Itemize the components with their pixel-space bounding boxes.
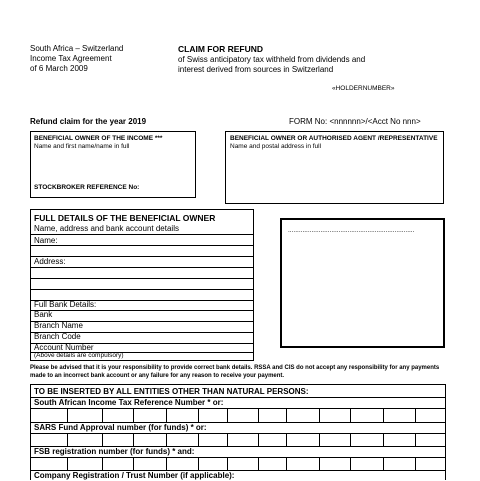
- entities-heading: TO BE INSERTED BY ALL ENTITIES OTHER THAN NATURAL PERSONS:: [34, 387, 309, 396]
- beneficial-owner-box[interactable]: [30, 131, 196, 198]
- agent-heading: BENEFICIAL OWNER OR AUTHORISED AGENT /REPRESENTATIVE: [230, 135, 438, 142]
- entry-cell-divider: [133, 408, 134, 422]
- agreement-block: [30, 44, 170, 74]
- entry-cell-divider: [415, 457, 416, 470]
- entry-cell-divider: [67, 457, 68, 470]
- entry-cell-divider: [350, 457, 351, 470]
- form-title: CLAIM FOR REFUND: [178, 44, 263, 54]
- branch-name-label[interactable]: Branch Name: [34, 321, 83, 330]
- sars-approval-label: SARS Fund Approval number (for funds) * or:: [34, 423, 207, 432]
- entry-cell-divider: [350, 433, 351, 446]
- agent-subheading: Name and postal address in full: [230, 143, 322, 150]
- entry-cell-divider: [383, 433, 384, 446]
- entry-cell-divider: [198, 457, 199, 470]
- stockbroker-reference: STOCKBROKER REFERENCE No:: [34, 184, 140, 191]
- tax-reference-label: South African Income Tax Reference Number * or:: [34, 398, 224, 407]
- entry-cell-divider: [198, 433, 199, 446]
- beneficial-owner-subheading: Name and first name/name in full: [34, 143, 130, 150]
- entry-cell-divider: [102, 457, 103, 470]
- subtitle-line: interest derived from sources in Switzerland: [178, 65, 334, 74]
- entry-cell-divider: [166, 433, 167, 446]
- entry-cell-divider: [286, 433, 287, 446]
- bank-label[interactable]: Bank: [34, 310, 53, 319]
- entry-cell-divider: [383, 457, 384, 470]
- full-details-table: [30, 209, 254, 361]
- name-label[interactable]: Name:: [34, 236, 58, 245]
- entry-cell-divider: [319, 433, 320, 446]
- bank-notice: Please be advised that it is your responsibility to provide correct bank details. RSSA and CIS do not accept any responsibility for any payments made to an incorrect bank account or any failure for any reason to receive your payment.: [30, 365, 440, 379]
- entry-cell-divider: [319, 457, 320, 470]
- entry-cell-divider: [227, 408, 228, 422]
- form-subtitle: [178, 55, 418, 75]
- details-intro: Name, address and bank account details: [34, 224, 179, 233]
- claim-year: Refund claim for the year 2019: [30, 117, 147, 126]
- account-number-label[interactable]: Account Number: [34, 343, 94, 352]
- holder-number: «HOLDERNUMBER»: [332, 85, 395, 92]
- agreement-line: South Africa – Switzerland: [30, 44, 124, 53]
- signature-box[interactable]: [280, 218, 445, 348]
- entry-cell-divider: [258, 433, 259, 446]
- subtitle-line: of Swiss anticipatory tax withheld from dividends and: [178, 55, 366, 64]
- branch-code-label[interactable]: Branch Code: [34, 332, 81, 341]
- address-label[interactable]: Address:: [34, 257, 66, 266]
- company-registration-label: Company Registration / Trust Number (if applicable):: [34, 471, 235, 480]
- entry-cell-divider: [258, 457, 259, 470]
- entry-cell-divider: [286, 457, 287, 470]
- form-number: FORM No: <nnnnnn>/<Acct No nnn>: [289, 117, 421, 126]
- agent-box[interactable]: [225, 131, 444, 204]
- bank-details-label: Full Bank Details:: [34, 300, 97, 309]
- entry-cell-divider: [67, 433, 68, 446]
- full-details-heading: FULL DETAILS OF THE BENEFICIAL OWNER: [34, 213, 216, 223]
- entry-cell-divider: [415, 408, 416, 422]
- compulsory-note: (Above details are compulsory): [34, 352, 124, 359]
- entry-cell-divider: [102, 433, 103, 446]
- agreement-line: of 6 March 2009: [30, 64, 88, 73]
- entry-cell-divider: [102, 408, 103, 422]
- entry-cell-divider: [383, 408, 384, 422]
- entry-cell-divider: [166, 457, 167, 470]
- fsb-registration-label: FSB registration number (for funds) * and:: [34, 447, 195, 456]
- entry-cell-divider: [166, 408, 167, 422]
- agreement-line: Income Tax Agreement: [30, 54, 112, 63]
- entry-cell-divider: [227, 433, 228, 446]
- entry-cell-divider: [67, 408, 68, 422]
- entry-cell-divider: [415, 433, 416, 446]
- entry-cell-divider: [286, 408, 287, 422]
- entry-cell-divider: [133, 433, 134, 446]
- entry-cell-divider: [350, 408, 351, 422]
- signature-dotted-line: ......................................................................: [288, 227, 415, 234]
- beneficial-owner-heading: BENEFICIAL OWNER OF THE INCOME ***: [34, 135, 163, 142]
- entry-cell-divider: [258, 408, 259, 422]
- entry-cell-divider: [198, 408, 199, 422]
- entry-cell-divider: [133, 457, 134, 470]
- entry-cell-divider: [319, 408, 320, 422]
- entry-cell-divider: [227, 457, 228, 470]
